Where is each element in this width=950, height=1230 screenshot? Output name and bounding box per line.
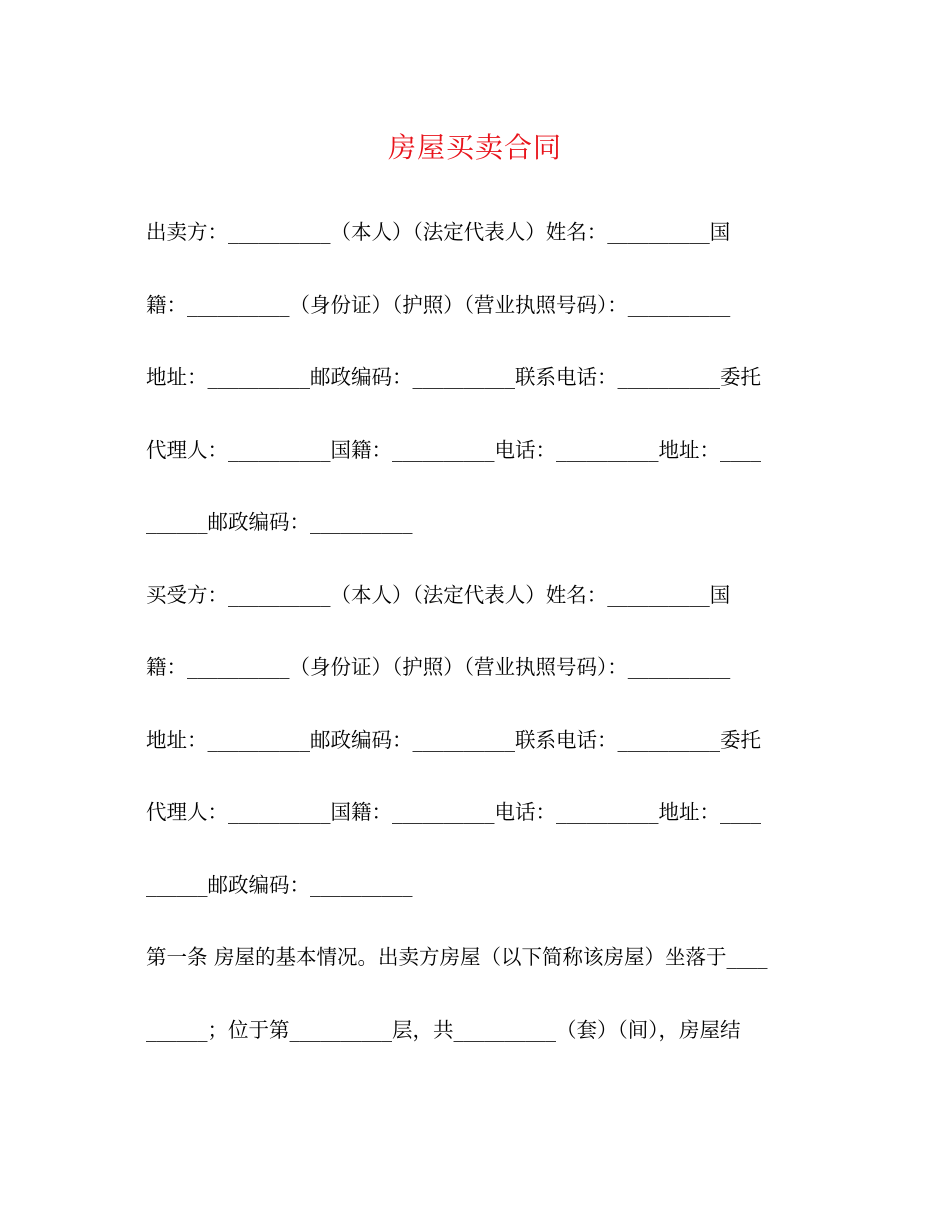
seller-line-1: 出卖方：__________（本人）（法定代表人）姓名：__________国 bbox=[146, 220, 731, 244]
buyer-line-5: ______邮政编码：__________ bbox=[146, 872, 413, 897]
seller-line-2: 籍：__________（身份证）（护照）（营业执照号码）：__________ bbox=[146, 292, 731, 317]
buyer-line-1: 买受方：__________（本人）（法定代表人）姓名：__________国 bbox=[146, 582, 731, 607]
buyer-line-2: 籍：__________（身份证）（护照）（营业执照号码）：__________ bbox=[146, 655, 731, 679]
document-title: 房屋买卖合同 bbox=[387, 131, 562, 164]
buyer-line-3: 地址：__________邮政编码：__________联系电话：__________委托 bbox=[146, 727, 761, 752]
seller-line-3: 地址：__________邮政编码：__________联系电话：__________委托 bbox=[146, 365, 761, 389]
buyer-line-4: 代理人：__________国籍：__________电话：__________地址：____ bbox=[146, 800, 761, 824]
document-body bbox=[146, 214, 806, 1084]
seller-line-4: 代理人：__________国籍：__________电话：__________地址：____ bbox=[146, 437, 761, 462]
article-1-line-1: 第一条 房屋的基本情况。出卖方房屋（以下简称该房屋）坐落于____ bbox=[146, 945, 768, 969]
article-1-line-2: ______；位于第__________层，共__________（套）（间），房屋结 bbox=[146, 1017, 741, 1042]
seller-line-5: ______邮政编码：__________ bbox=[146, 510, 413, 534]
